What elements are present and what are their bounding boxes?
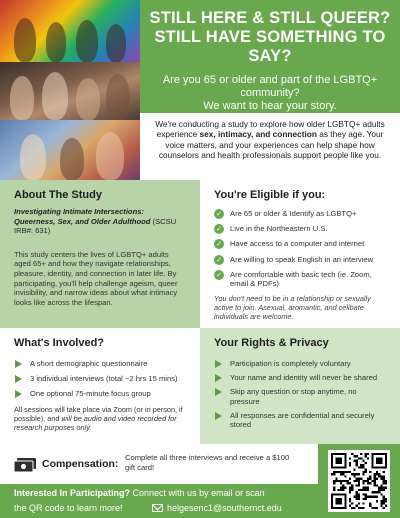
eligibility-item: ✓ Are comfortable with basic tech (ie. Zoom, email & PDFs) xyxy=(214,270,386,288)
eligibility-note: You don't need to be in a relationship or sexually active to join. Asexual, aromantic, and celibate individuals are welcome. xyxy=(214,294,371,322)
eligibility-list xyxy=(214,209,386,288)
involved-note-a: All sessions will take place via Zoom (or in person, if possible), and xyxy=(14,404,183,423)
involved-item: One optional 75-minute focus group xyxy=(14,389,186,398)
qr-code[interactable] xyxy=(328,450,390,512)
intro-text xyxy=(140,113,400,180)
compensation-text: Complete all three interviews and receive a $100 gift card! xyxy=(125,453,290,472)
contact-line-2: the QR code to learn more! xyxy=(14,503,123,513)
triangle-bullet-icon xyxy=(15,360,22,368)
intro-p2: Your voice matters, and your experiences can help shape how counselors and health professionals support people like you. xyxy=(158,129,384,161)
rights-list xyxy=(214,359,386,429)
parade-photo xyxy=(0,120,140,180)
subtitle-line-2: community? xyxy=(240,87,300,99)
check-icon: ✓ xyxy=(214,209,224,219)
involved-list xyxy=(14,359,186,399)
compensation-label: Compensation: xyxy=(42,458,119,470)
triangle-bullet-icon xyxy=(15,375,22,383)
qr-code-graphic xyxy=(331,453,387,509)
eligibility-item: ✓ Are 65 or older & Identify as LGBTQ+ xyxy=(214,209,386,218)
study-title: Investigating Intimate Intersections: Queerness, Sex, and Older Adulthood xyxy=(14,207,151,226)
subtitle-line-1: Are you 65 or older and part of the LGBTQ+ xyxy=(162,74,378,86)
eligibility-item: ✓ Are willing to speak English in an interview xyxy=(214,255,386,264)
intro-p1-a: We're conducting a study to explore how older LGBTQ+ adults experience xyxy=(155,119,385,140)
email-contact[interactable] xyxy=(152,503,282,513)
involved-item: 3 individual interviews (total ~2 hrs 15 mins) xyxy=(14,374,186,383)
check-icon: ✓ xyxy=(214,239,224,249)
triangle-bullet-icon xyxy=(215,388,222,396)
rights-heading: Your Rights & Privacy xyxy=(214,337,329,349)
eligibility-item: ✓ Live in the Northeastern U.S. xyxy=(214,224,386,233)
pride-photo xyxy=(0,0,140,62)
involved-note xyxy=(14,405,186,432)
check-icon: ✓ xyxy=(214,255,224,265)
involved-note-italic: will be audio and video recorded for research purposes only. xyxy=(14,413,177,432)
headline-line-1: STILL HERE & STILL QUEER? xyxy=(149,9,391,27)
contact-line-1-rest: Connect with us by email or scan xyxy=(130,488,265,498)
subtitle-line-3: We want to hear your story. xyxy=(203,100,337,112)
eligibility-heading: You're Eligible if you: xyxy=(214,189,326,201)
group-photo xyxy=(0,62,140,120)
irb-number: (SCSU IRB#: 631) xyxy=(14,216,177,236)
qr-panel xyxy=(318,444,400,518)
triangle-bullet-icon xyxy=(215,412,222,420)
contact-footer xyxy=(0,484,318,518)
photo-collage xyxy=(0,0,140,180)
rights-item: Skip any question or stop anytime, no pressure xyxy=(214,387,386,405)
about-body: This study centers the lives of LGBTQ+ adults aged 65+ and how they navigate relationships, pleasure, identity, and connection in later life. By participating, you'll help challenge ageism, queer invisibility, and narrow ideas about what intimacy looks like across the lifespan. xyxy=(14,249,178,307)
eligibility-section xyxy=(200,180,400,328)
rights-privacy-section xyxy=(200,328,400,444)
check-icon: ✓ xyxy=(214,270,224,280)
whats-involved-section xyxy=(0,328,200,444)
compensation-section xyxy=(0,444,318,484)
mail-icon xyxy=(152,504,163,512)
headline-line-2: STILL HAVE SOMETHING TO SAY? xyxy=(154,28,386,65)
email-address[interactable]: helgesenc1@southernct.edu xyxy=(167,503,282,513)
eligibility-item: ✓ Have access to a computer and internet xyxy=(214,239,386,248)
contact-bold: Interested In Participating? xyxy=(14,488,131,498)
rights-item: Participation is completely voluntary xyxy=(214,359,386,368)
intro-p1-b: as they age. xyxy=(316,129,365,140)
study-title-line xyxy=(14,207,186,236)
involved-heading: What's Involved? xyxy=(14,337,105,349)
check-icon: ✓ xyxy=(214,224,224,234)
headline xyxy=(140,9,400,66)
contact-line-1 xyxy=(14,488,265,498)
about-heading: About The Study xyxy=(14,189,102,201)
header-section xyxy=(0,0,400,180)
triangle-bullet-icon xyxy=(215,360,222,368)
hero-banner xyxy=(140,0,400,113)
about-study-section xyxy=(0,180,200,328)
rights-item: Your name and identity will never be shared xyxy=(214,373,386,382)
hero-subtitle xyxy=(140,74,400,113)
cash-icon xyxy=(14,458,36,472)
rights-item: All responses are confidential and securely stored xyxy=(214,411,386,429)
involved-item: A short demographic questionnaire xyxy=(14,359,186,368)
triangle-bullet-icon xyxy=(15,390,22,398)
intro-p1-bold: sex, intimacy, and connection xyxy=(199,129,317,140)
triangle-bullet-icon xyxy=(215,374,222,382)
